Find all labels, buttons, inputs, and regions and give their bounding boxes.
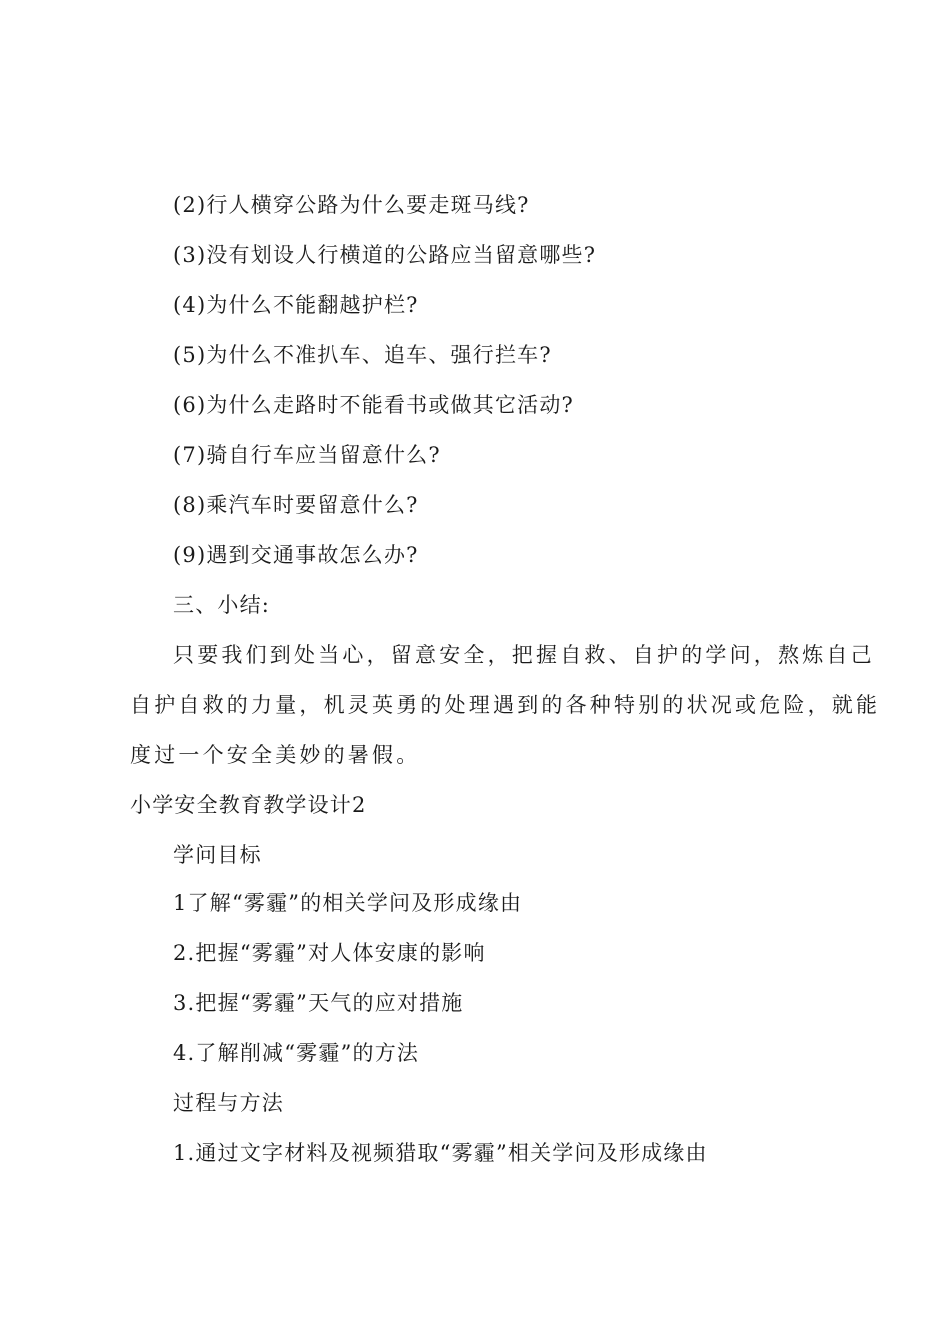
question-6: (6)为什么走路时不能看书或做其它活动? xyxy=(173,393,575,417)
goal-item-1: 1了解“雾霾”的相关学问及形成缘由 xyxy=(173,891,523,915)
question-7: (7)骑自行车应当留意什么? xyxy=(173,443,441,467)
question-4: (4)为什么不能翻越护栏? xyxy=(173,293,419,317)
summary-paragraph-line-1: 只要我们到处当心，留意安全，把握自救、自护的学问，熬炼自己 xyxy=(173,643,875,667)
question-9: (9)遇到交通事故怎么办? xyxy=(173,543,419,567)
goal-item-4: 4.了解削减“雾霾”的方法 xyxy=(173,1041,420,1065)
summary-heading: 三、小结: xyxy=(173,593,271,617)
goal-item-2: 2.把握“雾霾”对人体安康的影响 xyxy=(173,941,486,965)
question-8: (8)乘汽车时要留意什么? xyxy=(173,493,419,517)
summary-paragraph-line-2: 自护自救的力量，机灵英勇的处理遇到的各种特别的状况或危险，就能 xyxy=(130,693,881,717)
goal-item-3: 3.把握“雾霾”天气的应对措施 xyxy=(173,991,464,1015)
section-title: 小学安全教育教学设计2 xyxy=(130,793,367,817)
process-heading: 过程与方法 xyxy=(173,1091,284,1115)
question-3: (3)没有划设人行横道的公路应当留意哪些? xyxy=(173,243,597,267)
question-2: (2)行人横穿公路为什么要走斑马线? xyxy=(173,193,530,217)
question-5: (5)为什么不准扒车、追车、强行拦车? xyxy=(173,343,552,367)
summary-paragraph-line-3: 度过一个安全美妙的暑假。 xyxy=(130,743,421,767)
process-item-1: 1.通过文字材料及视频猎取“雾霾”相关学问及形成缘由 xyxy=(173,1141,708,1165)
goals-heading: 学问目标 xyxy=(173,843,262,867)
